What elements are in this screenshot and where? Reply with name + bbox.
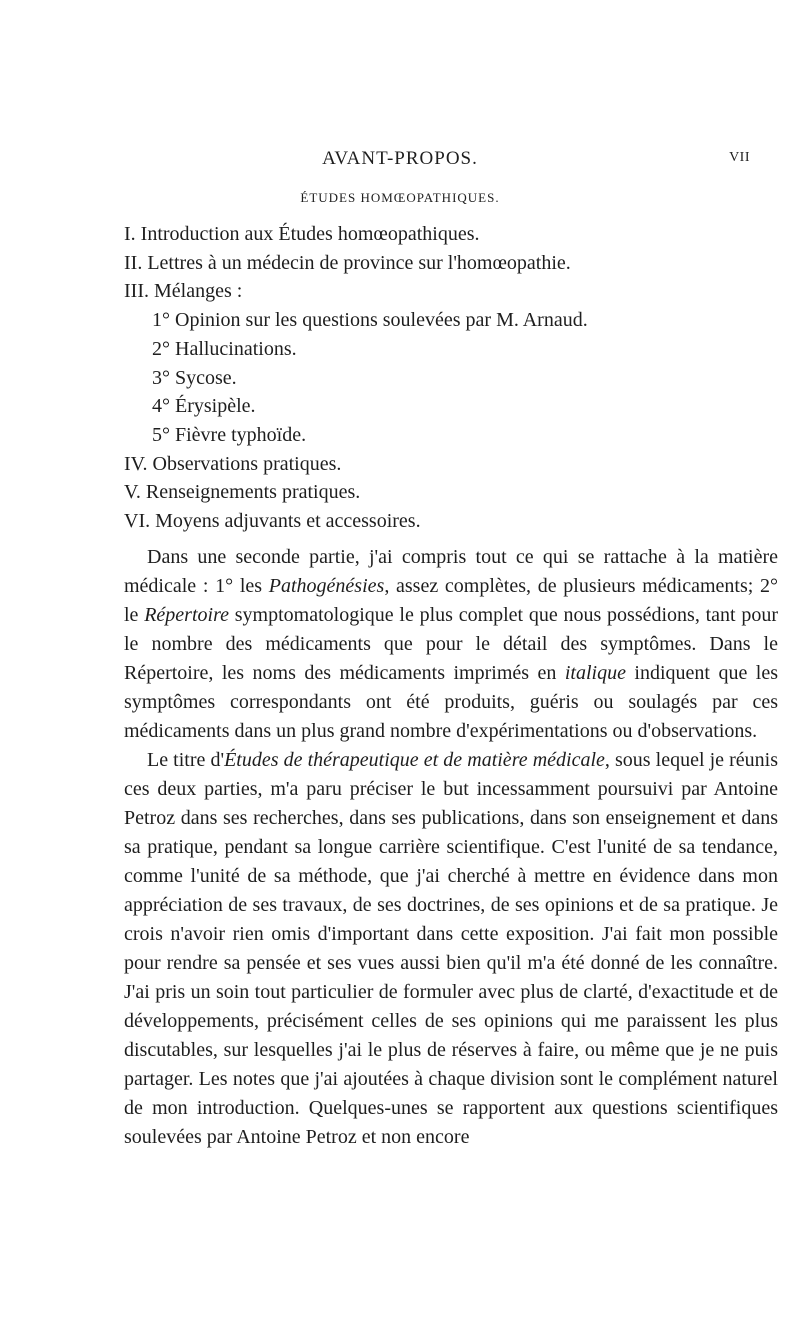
paragraph-1 [124, 543, 778, 746]
paragraph-2 [124, 746, 778, 1152]
paragraph-1-italic-c: italique [564, 662, 626, 684]
toc-item-4: IV. Observations pratiques. [124, 452, 342, 475]
toc-subitem-1: 1° Opinion sur les questions soulevées par M. Arnaud. [152, 309, 588, 332]
toc-subitem-2: 2° Hallucinations. [152, 337, 297, 360]
section-title: ÉTUDES HOMŒOPATHIQUES. [300, 190, 500, 205]
running-head: AVANT-PROPOS. [322, 148, 478, 169]
toc-item-3: III. Mélanges : [124, 280, 243, 303]
body-text [124, 543, 778, 1152]
paragraph-1-text-a: Dans une seconde partie, j'ai compris tout ce qui se rattache à la matière médicale : 1° les [124, 546, 778, 597]
toc-subitem-5: 5° Fièvre typhoïde. [152, 423, 307, 446]
page-number: VII [729, 150, 750, 165]
paragraph-1-text-b: , assez complètes, de plusieurs médicaments; 2° le [124, 575, 778, 626]
table-of-contents [124, 220, 784, 536]
toc-subitem-3: 3° Sycose. [152, 366, 237, 389]
toc-item-1: I. Introduction aux Études homœopathiques. [124, 223, 480, 245]
paragraph-2-italic-a: Études de thérapeutique et de matière médicale [224, 749, 605, 771]
paragraph-2-text-a: Le titre d' [147, 749, 225, 771]
paragraph-1-italic-a: Pathogénésies [268, 575, 385, 597]
toc-item-6: VI. Moyens adjuvants et accessoires. [124, 510, 421, 533]
toc-item-5: V. Renseignements pratiques. [124, 481, 361, 504]
toc-item-2: II. Lettres à un médecin de province sur l'homœopathie. [124, 251, 571, 274]
toc-subitem-4: 4° Érysipèle. [152, 395, 256, 418]
paragraph-1-text-c: symptomatologique le plus complet que nous possédions, tant pour le nombre des médicaments que pour le détail des symptômes. Dans le Répertoire, les noms des médicaments imprimés en [124, 604, 779, 684]
paragraph-1-italic-b: Répertoire [144, 604, 229, 626]
paragraph-2-text-b: , sous lequel je réunis ces deux parties, m'a paru préciser le but incessamment poursuivi par Antoine Petroz dans ses recherches, dans ses publications, dans son enseignement et dans sa pratique, pendant sa longue carrière scientifique. C'est l'unité de sa tendance, comme l'unité de sa méthode, que j'ai cherché à mettre en évidence dans mon appréciation de ses travaux, de ses doctrines, de ses opinions et de sa pratique. Je crois n'avoir rien omis d'important dans cette exposition. J'ai fait mon possible pour rendre sa pensée et ses vues aussi bien qu'il m'a été donné de les connaître. J'ai pris un soin tout particulier de formuler avec plus de clarté, d'exactitude et de développements, précisément celles de ses opinions qui me paraissent les plus discutables, sur lesquelles j'ai le plus de réserves à faire, ou même que je ne puis partager. Les notes que j'ai ajoutées à chaque division sont le complément naturel de mon introduction. Quelques-unes se rapportent aux questions scientifiques soulevées par Antoine Petroz et non encore [124, 749, 778, 1148]
paragraph-1-text-d: indiquent que les symptômes correspondants ont été produits, guéris ou soulagés par ces médicaments dans un plus grand nombre d'expérimentations ou d'observations. [124, 662, 778, 742]
